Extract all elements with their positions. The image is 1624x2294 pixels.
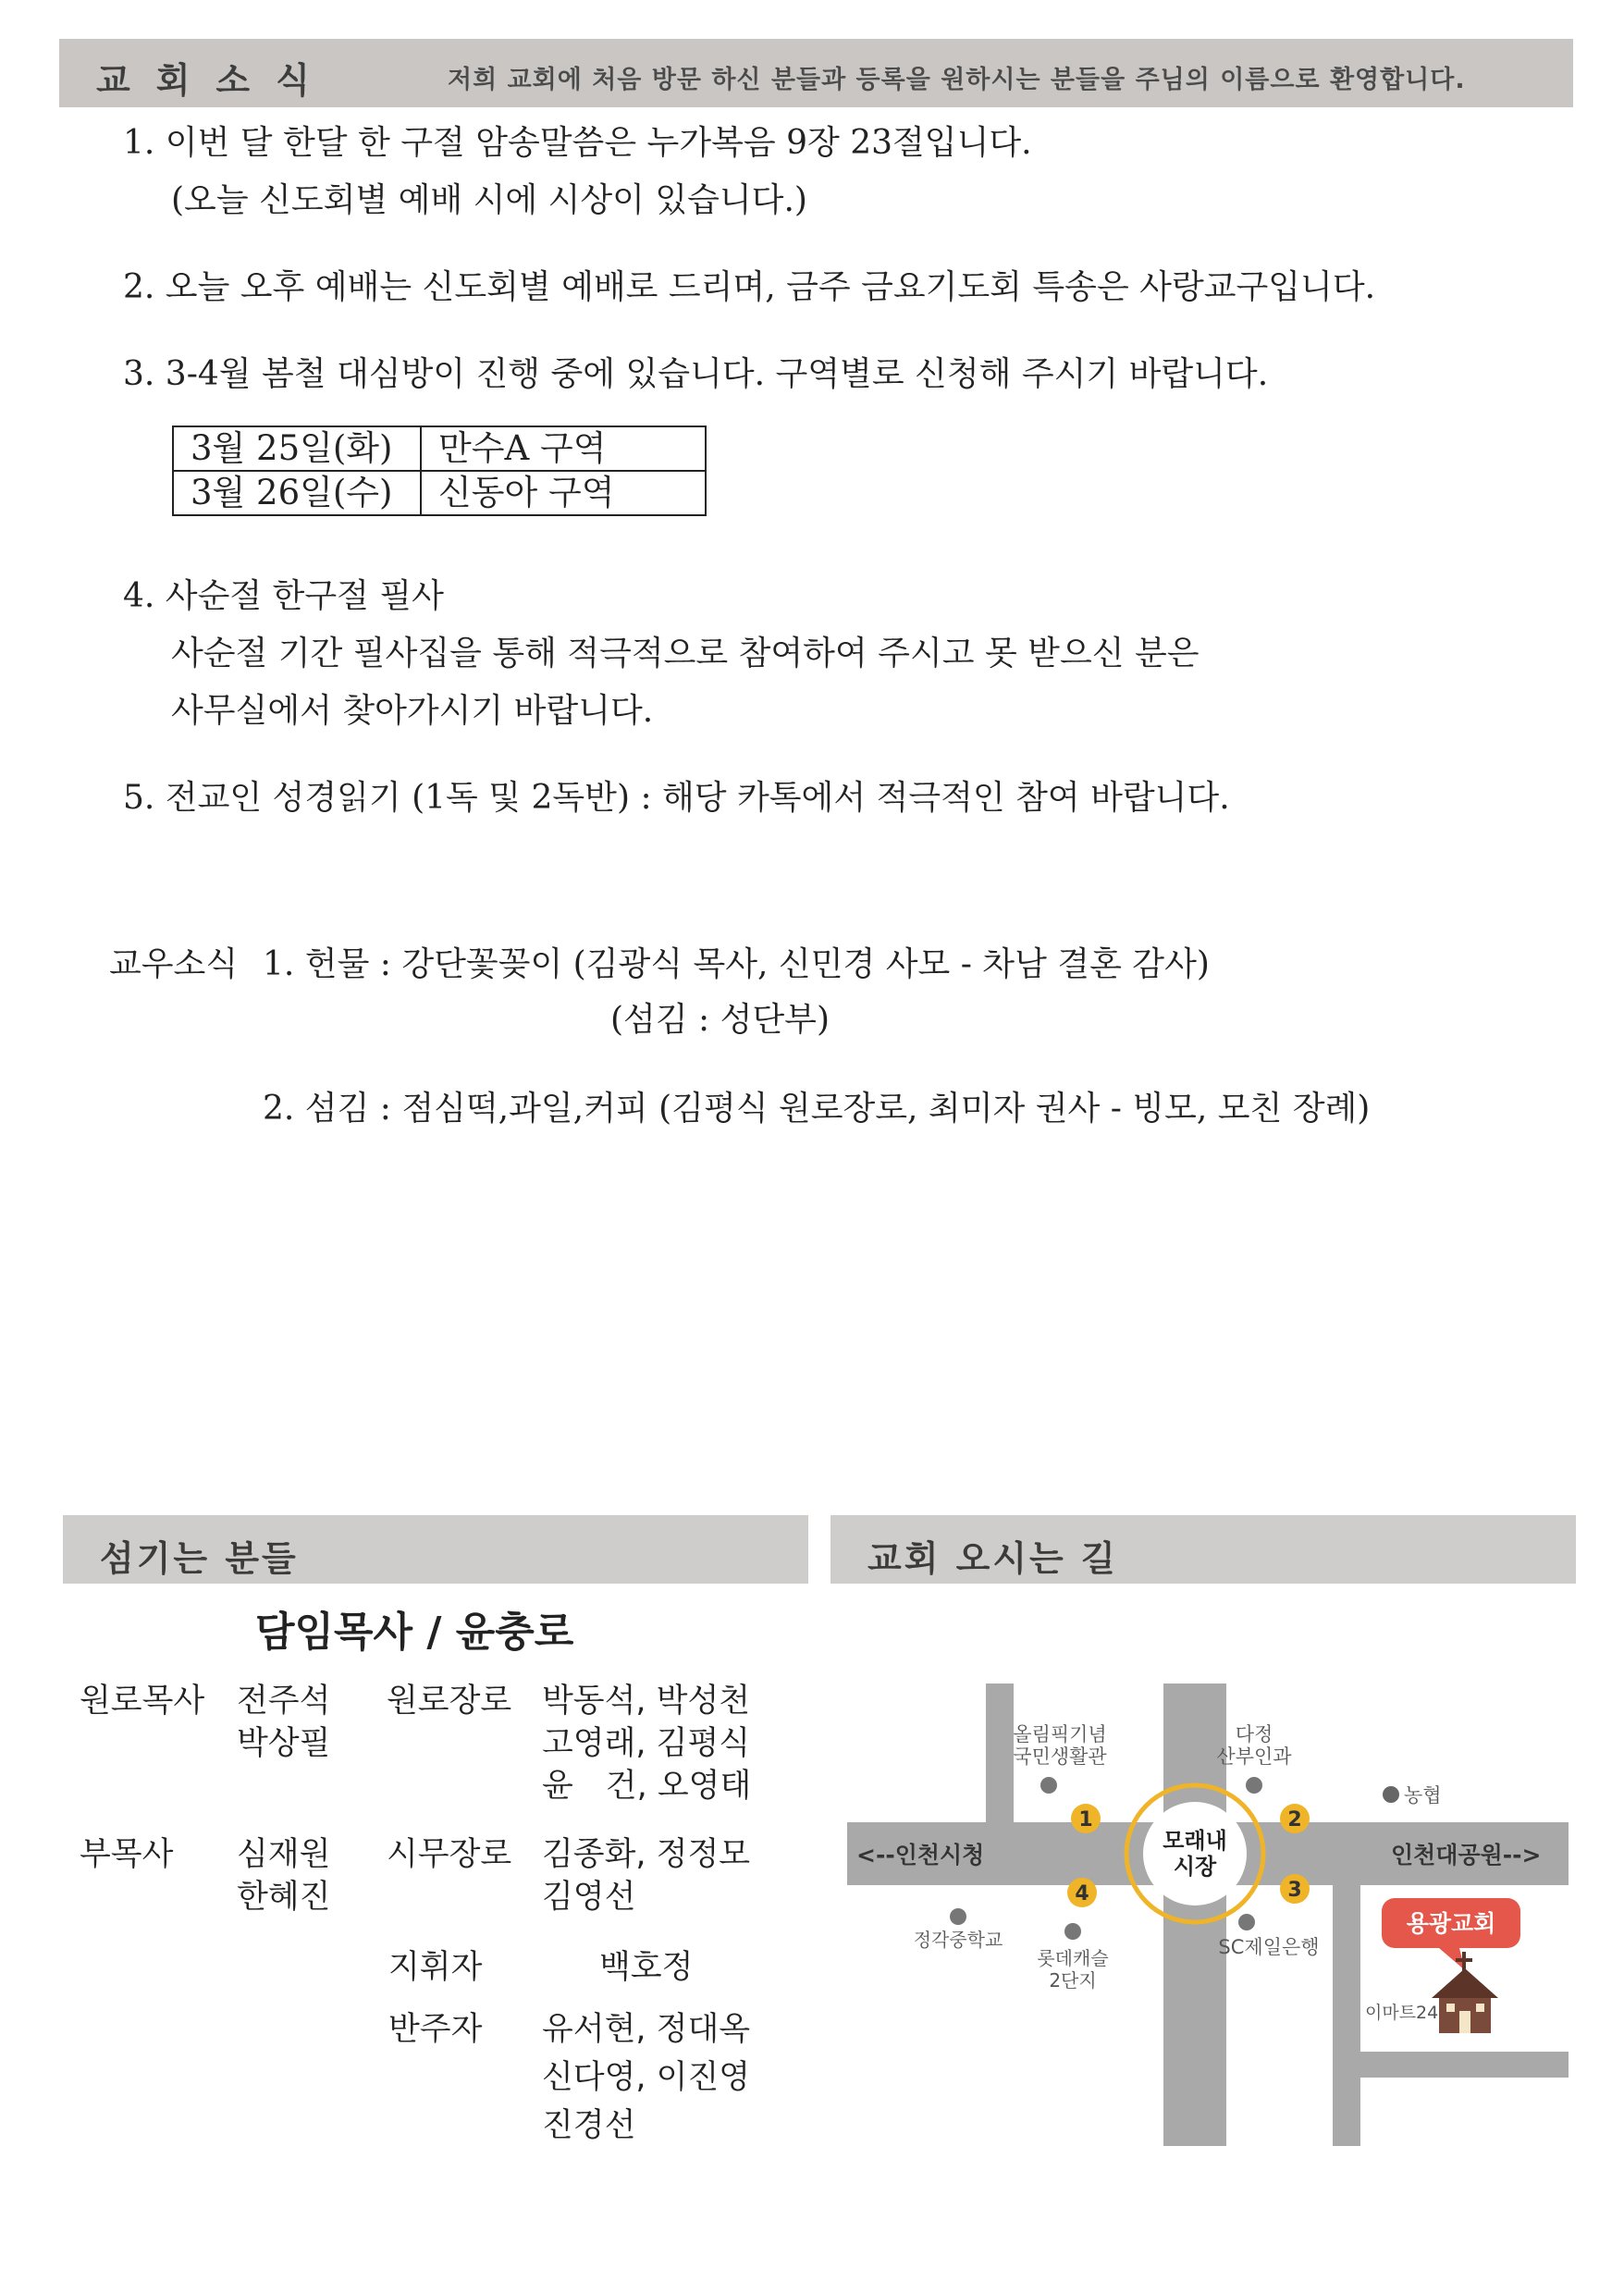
marker-2-label: 2 xyxy=(1287,1808,1302,1832)
directions-map xyxy=(847,1684,1569,2146)
landmark-clinic-line2: 산부인과 xyxy=(1216,1745,1292,1768)
marker-3-label: 3 xyxy=(1287,1879,1302,1902)
news-item-4-line3: 사무실에서 찾아가시기 바랍니다. xyxy=(171,692,654,730)
member-news-label: 교우소식 xyxy=(109,945,239,983)
landmark-sc-bank: SC제일은행 xyxy=(1218,1936,1320,1958)
list-item: 신다영, 이진영 xyxy=(542,2059,751,2096)
landmark-olympic-line1: 올림픽기념 xyxy=(1013,1723,1107,1745)
news-header-bar xyxy=(59,39,1573,107)
list-item: 박동석, 박성천 xyxy=(542,1683,751,1720)
landmark-olympic-dot-icon xyxy=(1040,1777,1057,1794)
landmark-lotte-dot-icon xyxy=(1064,1923,1081,1940)
landmark-lotte-line2: 2단지 xyxy=(1049,1969,1097,1992)
landmark-clinic-dot-icon xyxy=(1246,1777,1262,1794)
list-item: 한혜진 xyxy=(237,1879,331,1916)
landmark-nonghyup-dot-icon xyxy=(1383,1786,1399,1803)
servants-header-bar xyxy=(63,1515,808,1584)
news-item-4-line1: 4. 사순절 한구절 필사 xyxy=(123,577,444,615)
associate-pastor-label: 부목사 xyxy=(80,1836,174,1873)
news-item-4 xyxy=(123,568,1200,740)
list-item: 고영래, 김평식 xyxy=(542,1725,751,1762)
market-label-line1: 모래내 xyxy=(1163,1828,1227,1854)
news-item-3-line1: 3. 3-4월 봄철 대심방이 진행 중에 있습니다. 구역별로 신청해 주시기 바랍니다. xyxy=(123,355,1269,393)
senior-pastor: 담임목사 / 윤충로 xyxy=(255,1609,574,1656)
servants-title: 섬기는 분들 xyxy=(100,1538,299,1579)
news-item-2 xyxy=(123,259,1375,316)
table-row xyxy=(173,471,706,515)
market-label-line2: 시장 xyxy=(1173,1854,1217,1880)
list-item: 전주석 xyxy=(237,1683,331,1720)
schedule-date: 3월 26일(수) xyxy=(173,471,421,515)
list-item: 김종화, 정정모 xyxy=(542,1836,751,1873)
list-item: 박상필 xyxy=(237,1725,331,1762)
news-item-1-line2: (오늘 신도회별 예배 시에 시상이 있습니다.) xyxy=(171,181,807,219)
member-news-line1: 1. 헌물 : 강단꽃꽂이 (김광식 목사, 신민경 사모 - 차남 결혼 감사) xyxy=(263,945,1210,983)
visitation-schedule-table xyxy=(172,426,707,516)
church-name-label: 용광교회 xyxy=(1406,1910,1496,1937)
marker-4-label: 4 xyxy=(1075,1882,1089,1906)
emeritus-elder-label: 원로장로 xyxy=(387,1683,512,1720)
marker-1-label: 1 xyxy=(1078,1808,1093,1832)
road-label-grand-park: 인천대공원--> xyxy=(1391,1842,1542,1868)
news-item-2-line1: 2. 오늘 오후 예배는 신도회별 예배로 드리며, 금주 금요기도회 특송은 사랑교구입니다. xyxy=(123,268,1376,306)
road-right-vertical xyxy=(1333,1885,1360,2146)
directions-header-bar xyxy=(830,1515,1576,1584)
directions-title: 교회 오시는 길 xyxy=(867,1538,1118,1579)
news-item-5 xyxy=(123,770,1230,827)
schedule-region: 신동아 구역 xyxy=(421,471,706,515)
list-item: 유서현, 정대옥 xyxy=(542,2011,751,2048)
road-label-city-hall: <--인천시청 xyxy=(856,1842,985,1868)
list-item: 윤 건, 오영태 xyxy=(542,1768,752,1805)
landmark-school-dot-icon xyxy=(950,1908,966,1925)
emeritus-pastor-label: 원로목사 xyxy=(80,1683,205,1720)
member-news-line2: (섬김 : 성단부) xyxy=(610,1001,830,1039)
news-item-3 xyxy=(123,346,1268,403)
conductor-label: 지휘자 xyxy=(388,1949,483,1986)
news-item-1-line1: 1. 이번 달 한달 한 구절 암송말씀은 누가복음 9장 23절입니다. xyxy=(123,124,1032,162)
news-item-1 xyxy=(123,115,1032,229)
landmark-emart24: 이마트24 xyxy=(1365,2003,1439,2023)
landmark-nonghyup: 농협 xyxy=(1404,1784,1442,1807)
table-row xyxy=(173,426,706,471)
active-elder-names xyxy=(542,1833,750,1918)
news-header-title: 교회소식 xyxy=(96,60,336,101)
list-item: 김영선 xyxy=(542,1879,636,1916)
road-bottom-horizontal xyxy=(1356,2052,1569,2078)
landmark-clinic-line1: 다정 xyxy=(1235,1723,1273,1745)
schedule-date: 3월 25일(화) xyxy=(173,426,421,471)
landmark-school: 정각중학교 xyxy=(913,1929,1003,1951)
emeritus-pastor-names xyxy=(237,1680,330,1765)
church-building-icon xyxy=(1432,1952,1498,2033)
news-item-5-line1: 5. 전교인 성경읽기 (1독 및 2독반) : 해당 카톡에서 적극적인 참여 바랍니다. xyxy=(123,779,1230,817)
landmark-lotte-line1: 롯데캐슬 xyxy=(1037,1947,1109,1969)
landmark-olympic-line2: 국민생활관 xyxy=(1013,1745,1107,1768)
welcome-message: 저희 교회에 처음 방문 하신 분들과 등록을 원하시는 분들을 주님의 이름으로 환영합니다. xyxy=(448,66,1466,94)
associate-pastor-names xyxy=(237,1833,330,1918)
active-elder-label: 시무장로 xyxy=(387,1836,512,1873)
schedule-region: 만수A 구역 xyxy=(421,426,706,471)
accompanist-names xyxy=(542,2005,750,2150)
landmark-scbank-dot-icon xyxy=(1238,1914,1255,1930)
list-item: 심재원 xyxy=(237,1836,331,1873)
emeritus-elder-names xyxy=(542,1680,751,1807)
accompanist-label: 반주자 xyxy=(388,2011,483,2048)
conductor-name: 백호정 xyxy=(599,1949,694,1986)
member-news-line3: 2. 섬김 : 점심떡,과일,커피 (김평식 원로장로, 최미자 권사 - 빙모, 모친 장례) xyxy=(263,1090,1371,1128)
news-item-4-line2: 사순절 기간 필사집을 통해 적극적으로 참여하여 주시고 못 받으신 분은 xyxy=(171,635,1200,672)
list-item: 진경선 xyxy=(542,2107,636,2144)
